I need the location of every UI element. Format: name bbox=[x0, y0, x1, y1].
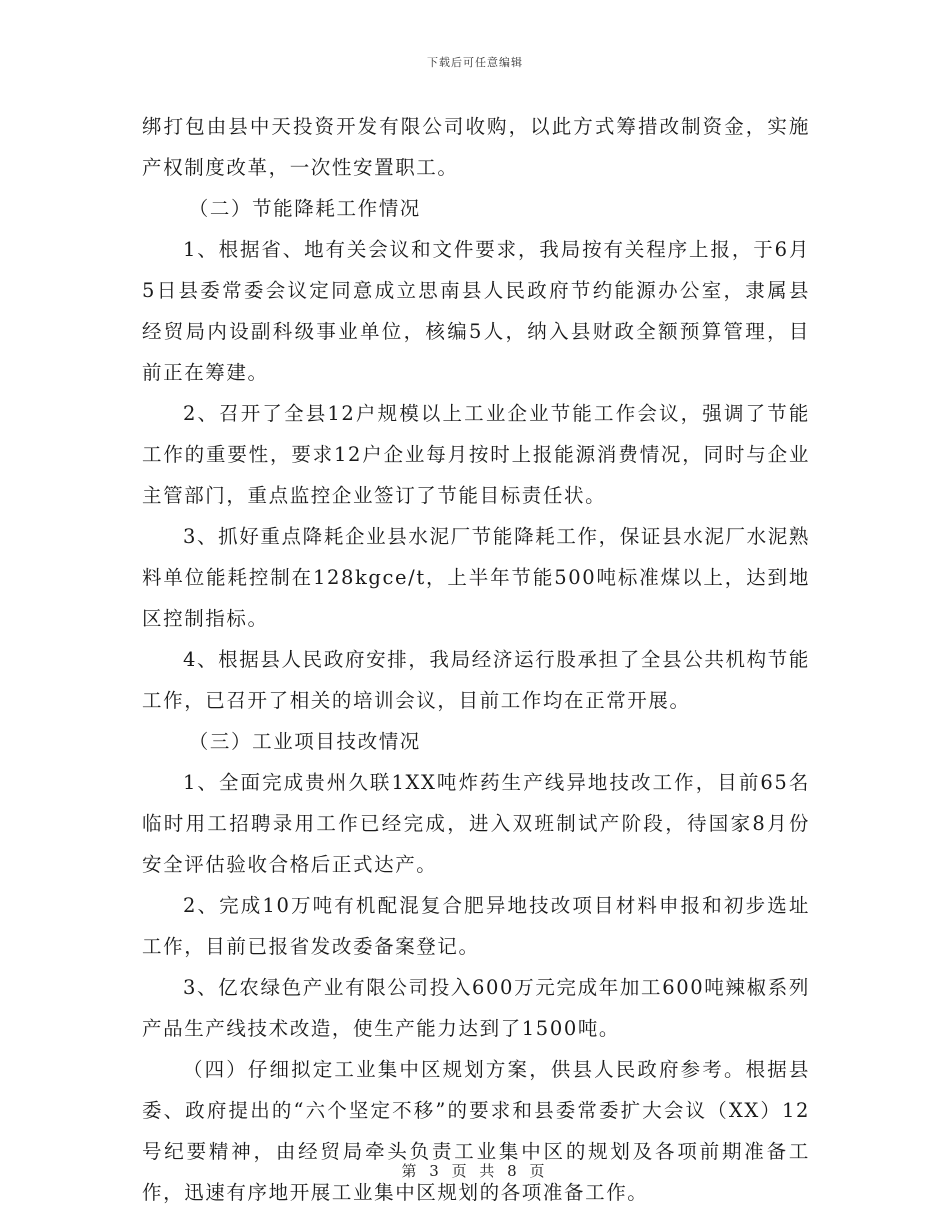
paragraph: 3、抓好重点降耗企业县水泥厂节能降耗工作，保证县水泥厂水泥熟料单位能耗控制在128kgce/t，上半年节能500吨标准煤以上，达到地区控制指标。 bbox=[142, 525, 810, 630]
paragraph: 2、完成10万吨有机配混复合肥异地技改项目材料申报和初步选址工作，目前已报省发改委备案登记。 bbox=[142, 894, 810, 958]
page-header: 下载后可任意编辑 bbox=[427, 56, 523, 69]
paragraph: 4、根据县人民政府安排，我局经济运行股承担了全县公共机构节能工作，已召开了相关的培训会议，目前工作均在正常开展。 bbox=[142, 648, 810, 712]
document-body bbox=[142, 106, 810, 1213]
paragraph: 1、根据省、地有关会议和文件要求，我局按有关程序上报，于6月5日县委常委会议定同意成立思南县人民政府节约能源办公室，隶属县经贸局内设副科级事业单位，核编5人，纳入县财政全额预算管理，目前正在筹建。 bbox=[142, 238, 810, 384]
section-heading: （二）节能降耗工作情况 bbox=[188, 197, 421, 220]
paragraph: 3、亿农绿色产业有限公司投入600万元完成年加工600吨辣椒系列产品生产线技术改造，使生产能力达到了1500吨。 bbox=[142, 976, 810, 1040]
page-number: 第 3 页 共 8 页 bbox=[401, 1162, 549, 1180]
paragraph: （四）仔细拟定工业集中区规划方案，供县人民政府参考。根据县委、政府提出的“六个坚定不移”的要求和县委常委扩大会议（XX）12号纪要精神，由经贸局牵头负责工业集中区的规划及各项前期准备工作，迅速有序地开展工业集中区规划的各项准备工作。 bbox=[142, 1058, 810, 1204]
paragraph: 1、全面完成贵州久联1XX吨炸药生产线异地技改工作，目前65名临时用工招聘录用工作已经完成，进入双班制试产阶段，待国家8月份安全评估验收合格后正式达产。 bbox=[142, 771, 810, 876]
paragraph: 绑打包由县中天投资开发有限公司收购，以此方式筹措改制资金，实施产权制度改革，一次性安置职工。 bbox=[142, 115, 810, 179]
section-heading: （三）工业项目技改情况 bbox=[188, 730, 421, 753]
paragraph: 2、召开了全县12户规模以上工业企业节能工作会议，强调了节能工作的重要性，要求12户企业每月按时上报能源消费情况，同时与企业主管部门，重点监控企业签订了节能目标责任状。 bbox=[142, 402, 810, 507]
